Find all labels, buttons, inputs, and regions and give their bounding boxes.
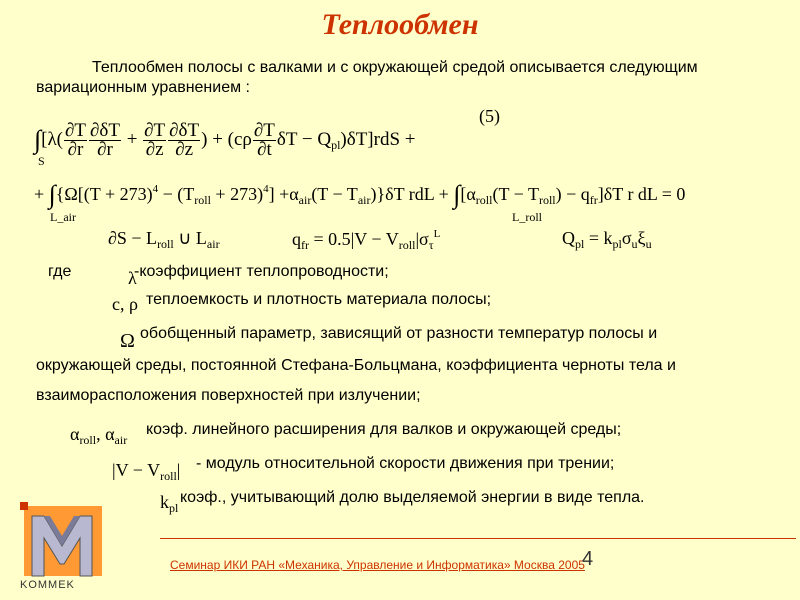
integral-subscript-lroll: L_roll	[512, 210, 542, 224]
c-rho-symbol: c, ρ	[112, 294, 138, 314]
equation-number: (5)	[479, 106, 500, 126]
page-title: Теплообмен	[321, 8, 479, 41]
intro-line-2: вариационным уравнением :	[36, 79, 250, 96]
integral-subscript-s: S	[38, 154, 45, 168]
equation-row-1: ∫[λ( $\frac{\partial T}{\partial r}$ $\frac{\partial\delta T}{\partial r}$ + $\frac{\partial T}{\partial z}$ $\frac{\partial\delta T}{\partial z}$ ) + (cρ $\frac{\partial T}{\partial t}$ $\delta T - Q_{pl})\delta T]rdS$ +	[34, 120, 416, 160]
boundary-definition: $\partial S - L_{roll}$ ∪ $L_{air}$	[108, 228, 220, 251]
logo-label: KOMMEK	[20, 579, 75, 591]
footer-link[interactable]: Семинар ИКИ РАН «Механика, Управление и Информатика» Москва 2005	[170, 558, 585, 572]
lambda-definition: -коэффициент теплопроводности;	[134, 263, 389, 280]
kommek-logo-icon	[14, 498, 110, 578]
where-label: где	[48, 263, 72, 280]
integral-subscript-lair: L_air	[50, 210, 76, 224]
omega-definition-1: обобщенный параметр, зависящий от разности температур полосы и	[140, 325, 658, 342]
velocity-definition: - модуль относительной скорости движения при трении;	[196, 455, 615, 472]
equation-row-2: + $\int\{\Omega[(T + 273)^4 - (T_{roll} + 273)^4] +\alpha_{air}(T - T_{air})\}\delta T$ rdL + $\int[\alpha_{roll}(T - T_{roll}) - q_{fr}]\delta T$ r dL = 0	[34, 180, 686, 209]
omega-definition-3: взаиморасположения поверхностей при излучении;	[36, 387, 421, 404]
kpl-symbol: $k_{pl}$	[160, 492, 179, 515]
intro-line-1: Теплообмен полосы с валками и с окружающей средой описывается следующим	[92, 59, 698, 76]
friction-heat-formula: $q_{fr} = 0.5|V - V_{roll}|\sigma_\tau^L$	[292, 228, 441, 252]
kpl-definition: коэф., учитывающий долю выделяемой энергии в виде тепла.	[180, 489, 645, 506]
alpha-symbols: $\alpha_{roll}$, $\alpha_{air}$	[70, 424, 128, 447]
plastic-heat-formula: $Q_{pl} = k_{pl}\sigma_u\xi_u$	[562, 228, 652, 251]
alpha-definition: коэф. линейного расширения для валков и окружающей среды;	[146, 421, 622, 438]
page-number: 4	[582, 548, 594, 570]
lambda-symbol: λ	[128, 268, 137, 288]
velocity-symbol: $|V - V_{roll}|$	[112, 460, 181, 483]
omega-definition-2: окружающей среды, постоянной Стефана-Больцмана, коэффициента черноты тела и	[36, 357, 676, 374]
c-rho-definition: теплоемкость и плотность материала полосы;	[146, 291, 492, 308]
omega-symbol: Ω	[120, 330, 135, 352]
footer-divider	[160, 538, 796, 539]
